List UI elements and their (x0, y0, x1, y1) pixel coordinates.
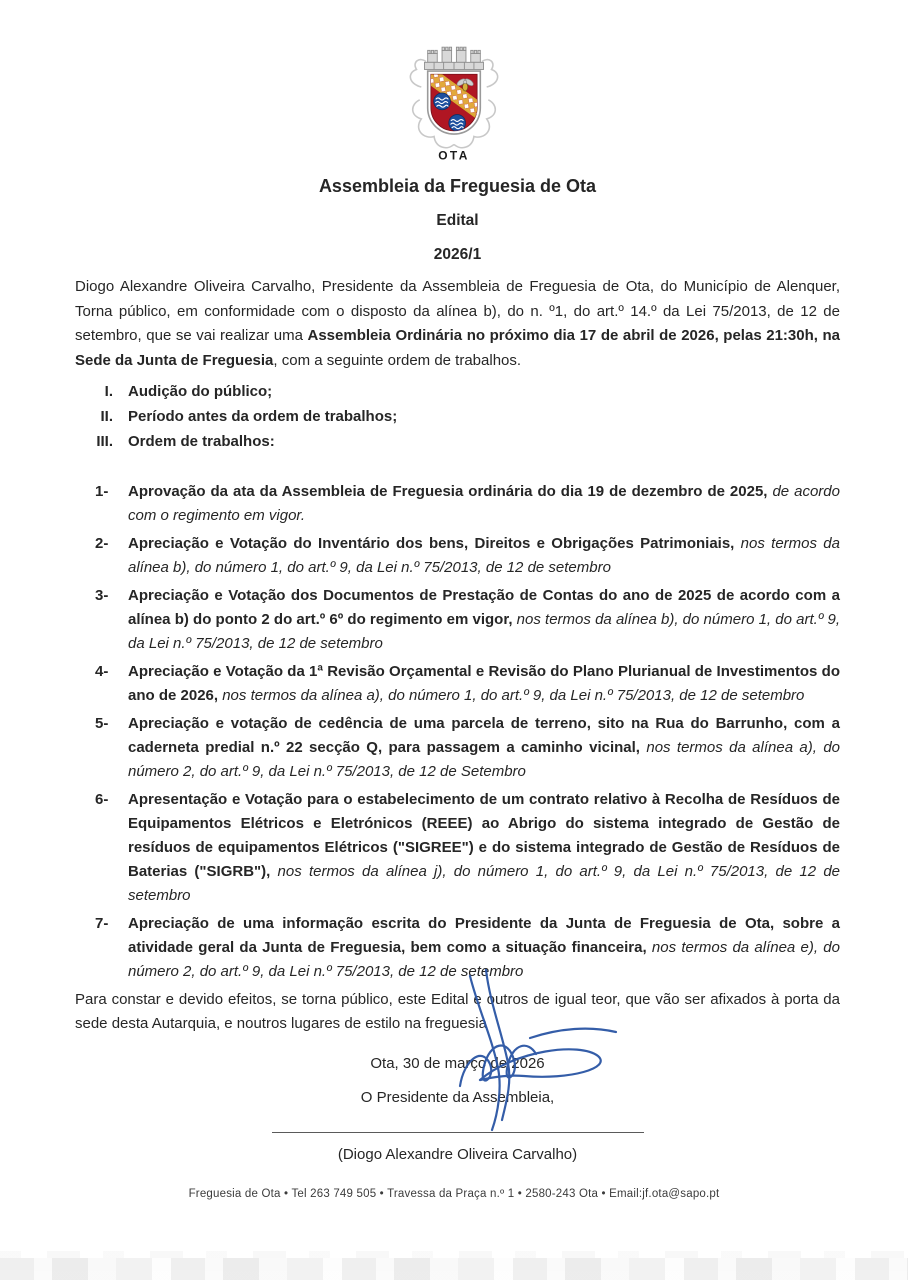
roman-item-1 (75, 379, 840, 404)
agenda-item-6 (75, 788, 840, 908)
item-bold-text: Aprovação da ata da Assembleia de Freguesia ordinária do dia 19 de dezembro de 2025, (128, 483, 768, 500)
page-title: Assembleia da Freguesia de Ota (318, 176, 597, 196)
item-italic-text: nos termos da alínea j), do número 1, do art.º 9, da Lei n.º 75/2013, de 12 de setembro (128, 863, 841, 904)
signature-block (272, 1052, 644, 1167)
item-italic-text: de acordo com o regimento em vigor. (128, 483, 840, 524)
item-bold-text: Apreciação de uma informação escrita do Presidente da Junta de Freguesia de Ota, sobre a atividade geral da Junta de Freguesia, bem como a situação financeira, (128, 915, 840, 956)
item-italic-text: nos termos da alínea a), do número 2, do art.º 9, da Lei n.º 75/2013, de 12 de Setembro (128, 739, 840, 780)
document-type-label: Edital (436, 212, 479, 229)
agenda-item-2 (75, 532, 840, 580)
item-bold-text: Apresentação e Votação para o estabelecimento de um contrato relativo à Recolha de Resíduos de Equipamentos Elétricos e Eletrónicos (REEE) ao Abrigo do sistema integrado de Gestão de resíduos de equipamentos Elétricos ("SIGREE") e do sistema integrado de Gestão de Resíduos de Baterias ("SIGRB"), (128, 791, 840, 880)
roman-label: Audição do público; (128, 383, 273, 400)
roman-label: Período antes da ordem de trabalhos; (128, 408, 398, 425)
item-bold-text: Apreciação e Votação do Inventário dos bens, Direitos e Obrigações Patrimoniais, (128, 535, 735, 552)
item-bold-text: Apreciação e Votação dos Documentos de Prestação de Contas do ano de 2025 de acordo com a alínea b) do ponto 2 do art.º 6º do regimento em vigor, (128, 587, 840, 628)
agenda-list (75, 480, 840, 984)
item-bold-text: Apreciação e votação de cedência de uma parcela de terreno, sito na Rua do Barrunho, com a caderneta predial n.º 22 secção Q, para passagem a caminho vicinal, (128, 715, 840, 756)
intro-text-end: , com a seguinte ordem de trabalhos. (273, 351, 522, 369)
item-number: 7- (95, 915, 109, 932)
roman-numeral: III. (96, 433, 113, 450)
footer-contact-line: Freguesia de Ota • Tel 263 749 505 • Travessa da Praça n.º 1 • 2580-243 Ota • Email:jf.ota@sapo.pt (188, 1188, 720, 1200)
item-italic-text: nos termos da alínea b), do número 1, do art.º 9, da Lei n.º 75/2013, de 12 de setembro (128, 535, 840, 576)
item-number: 6- (95, 791, 109, 808)
item-number: 1- (95, 483, 109, 500)
roman-numeral: I. (104, 383, 113, 400)
date-line: Ota, 30 de março de 2026 (370, 1055, 545, 1072)
intro-text-start: Diogo Alexandre Oliveira Carvalho, Presidente da Assembleia de Freguesia de Ota, do Município de Alenquer, Torna público, em conformidade com o disposto da alínea b), do n. º1, do art.º 14.º da Lei 75/2013, de 12 de setembro, que se vai realizar uma (75, 278, 840, 344)
mural-crown (424, 47, 483, 69)
closing-paragraph: Para constar e devido efeitos, se torna público, este Edital e outros de igual teor, que vão ser afixados à porta da sede desta Autarquia, e noutros lugares de estilo na freguesia (75, 991, 840, 1032)
item-number: 4- (95, 663, 109, 680)
item-number: 2- (95, 535, 109, 552)
intro-paragraph (75, 275, 840, 373)
crest-container (0, 0, 908, 167)
document-number: 2026/1 (433, 246, 482, 263)
agenda-item-7 (75, 912, 840, 984)
item-italic-text: nos termos da alínea b), do número 1, do art.º 9, da Lei n.º 75/2013, de 12 de setembro (128, 611, 840, 652)
item-bold-text: Apreciação e Votação da 1ª Revisão Orçamental e Revisão do Plano Plurianual de Investimentos do ano de 2026, (128, 663, 840, 704)
signer-title: O Presidente da Assembleia, (360, 1089, 555, 1106)
crest-label: OTA (438, 148, 470, 162)
roman-numeral: II. (100, 408, 113, 425)
roman-item-2 (75, 404, 840, 429)
scan-edge-artifact (0, 1258, 908, 1280)
signer-name: (Diogo Alexandre Oliveira Carvalho) (337, 1146, 578, 1163)
intro-text-bold: Assembleia Ordinária no próximo dia 17 de abril de 2026, pelas 21:30h, na Sede da Junta de Freguesia (75, 327, 840, 369)
agenda-item-1 (75, 480, 840, 528)
item-number: 3- (95, 587, 109, 604)
roman-label: Ordem de trabalhos: (128, 433, 275, 450)
item-italic-text: nos termos da alínea a), do número 1, do art.º 9, da Lei n.º 75/2013, de 12 de setembro (218, 687, 805, 704)
agenda-item-3 (75, 584, 840, 656)
agenda-item-4 (75, 660, 840, 708)
item-italic-text: nos termos da alínea e), do número 2, do art.º 9, da Lei n.º 75/2013, de 12 de setembro (128, 939, 840, 980)
item-number: 5- (95, 715, 109, 732)
agenda-item-5 (75, 712, 840, 784)
roman-list (75, 379, 840, 454)
roman-item-3 (75, 429, 840, 454)
ota-coat-of-arms-icon (394, 36, 514, 162)
document-body (0, 175, 908, 1167)
signature-line (272, 1132, 644, 1133)
